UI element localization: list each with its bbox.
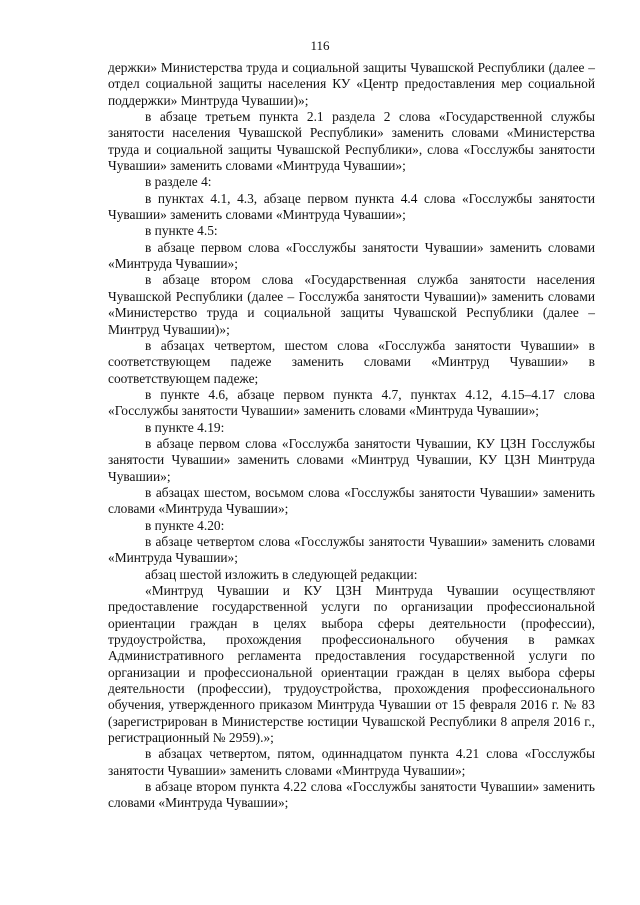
paragraph-13: в пункте 4.20: <box>145 517 225 533</box>
paragraph-6: в абзаце первом слова «Госслужбы занятости Чувашии» заменить словами «Минтруда Чувашии»; <box>108 239 595 272</box>
paragraph-16: «Минтруд Чувашии и КУ ЦЗН Минтруда Чувашии осуществляют предоставление государственной услуги по организации профессиональной ориентации граждан в целях выбора сферы деятельности (профессии), трудоустройства, прохождения профессионального обучения в рамках Административного регламента предоставления государственной услуги по организации и профессиональной ориентации граждан в целях выбора сферы деятельности (профессии), трудоустройства, прохождения профессионального обучения, утвержденного приказом Минтруда Чувашии от 15 февраля 2016 г. № 83 (зарегистрирован в Министерстве юстиции Чувашской Республики 8 апреля 2016 г., регистрационный № 2959).»; <box>108 583 595 746</box>
paragraph-3: в разделе 4: <box>145 174 212 190</box>
paragraph-4: в пунктах 4.1, 4.3, абзаце первом пункта 4.4 слова «Госслужбы занятости Чувашии» заменить словами «Минтруда Чувашии»; <box>108 190 595 223</box>
paragraph-9: в пункте 4.6, абзаце первом пункта 4.7, пунктах 4.12, 4.15–4.17 слова «Госслужбы занятости Чувашии» заменить словами «Минтруда Чувашии»; <box>108 386 595 419</box>
document-body <box>108 60 595 812</box>
paragraph-14: в абзаце четвертом слова «Госслужбы занятости Чувашии» заменить словами «Минтруда Чувашии»; <box>108 533 595 566</box>
paragraph-1: держки» Министерства труда и социальной защиты Чувашской Республики (далее – отдел социальной защиты населения КУ «Центр предоставления мер социальной поддержки» Минтруда Чувашии)»; <box>108 60 595 108</box>
paragraph-10: в пункте 4.19: <box>145 419 225 435</box>
paragraph-17: в абзацах четвертом, пятом, одиннадцатом пункта 4.21 слова «Госслужбы занятости Чувашии» заменить словами «Минтруда Чувашии»; <box>108 746 595 778</box>
paragraph-5: в пункте 4.5: <box>145 223 218 239</box>
paragraph-8: в абзацах четвертом, шестом слова «Госслужба занятости Чувашии» в соответствующем падеже заменить словами «Минтруд Чувашии» в соответствующем падеже; <box>108 337 595 386</box>
paragraph-2: в абзаце третьем пункта 2.1 раздела 2 слова «Государственной службы занятости населения Чувашской Республики» заменить словами «Министерства труда и социальной защиты Чувашской Республики», слова «Госслужбы занятости Чувашии» заменить словами «Минтруда Чувашии»; <box>108 109 595 174</box>
paragraph-11: в абзаце первом слова «Госслужба занятости Чувашии, КУ ЦЗН Госслужбы занятости Чувашии» заменить словами «Минтруд Чувашии, КУ ЦЗН Минтруда Чувашии»; <box>108 435 595 484</box>
paragraph-15: абзац шестой изложить в следующей редакции: <box>145 566 418 582</box>
paragraph-18: в абзаце втором пункта 4.22 слова «Госслужбы занятости Чувашии» заменить словами «Минтруда Чувашии»; <box>108 779 595 811</box>
paragraph-7: в абзаце втором слова «Государственная служба занятости населения Чувашской Республики (далее – Госслужба занятости Чувашии)» заменить словами «Министерство труда и социальной защиты Чувашской Республики (далее – Минтруд Чувашии)»; <box>108 272 595 337</box>
paragraph-12: в абзацах шестом, восьмом слова «Госслужбы занятости Чувашии» заменить словами «Минтруда Чувашии»; <box>108 484 595 517</box>
page-number: 116 <box>310 38 330 53</box>
